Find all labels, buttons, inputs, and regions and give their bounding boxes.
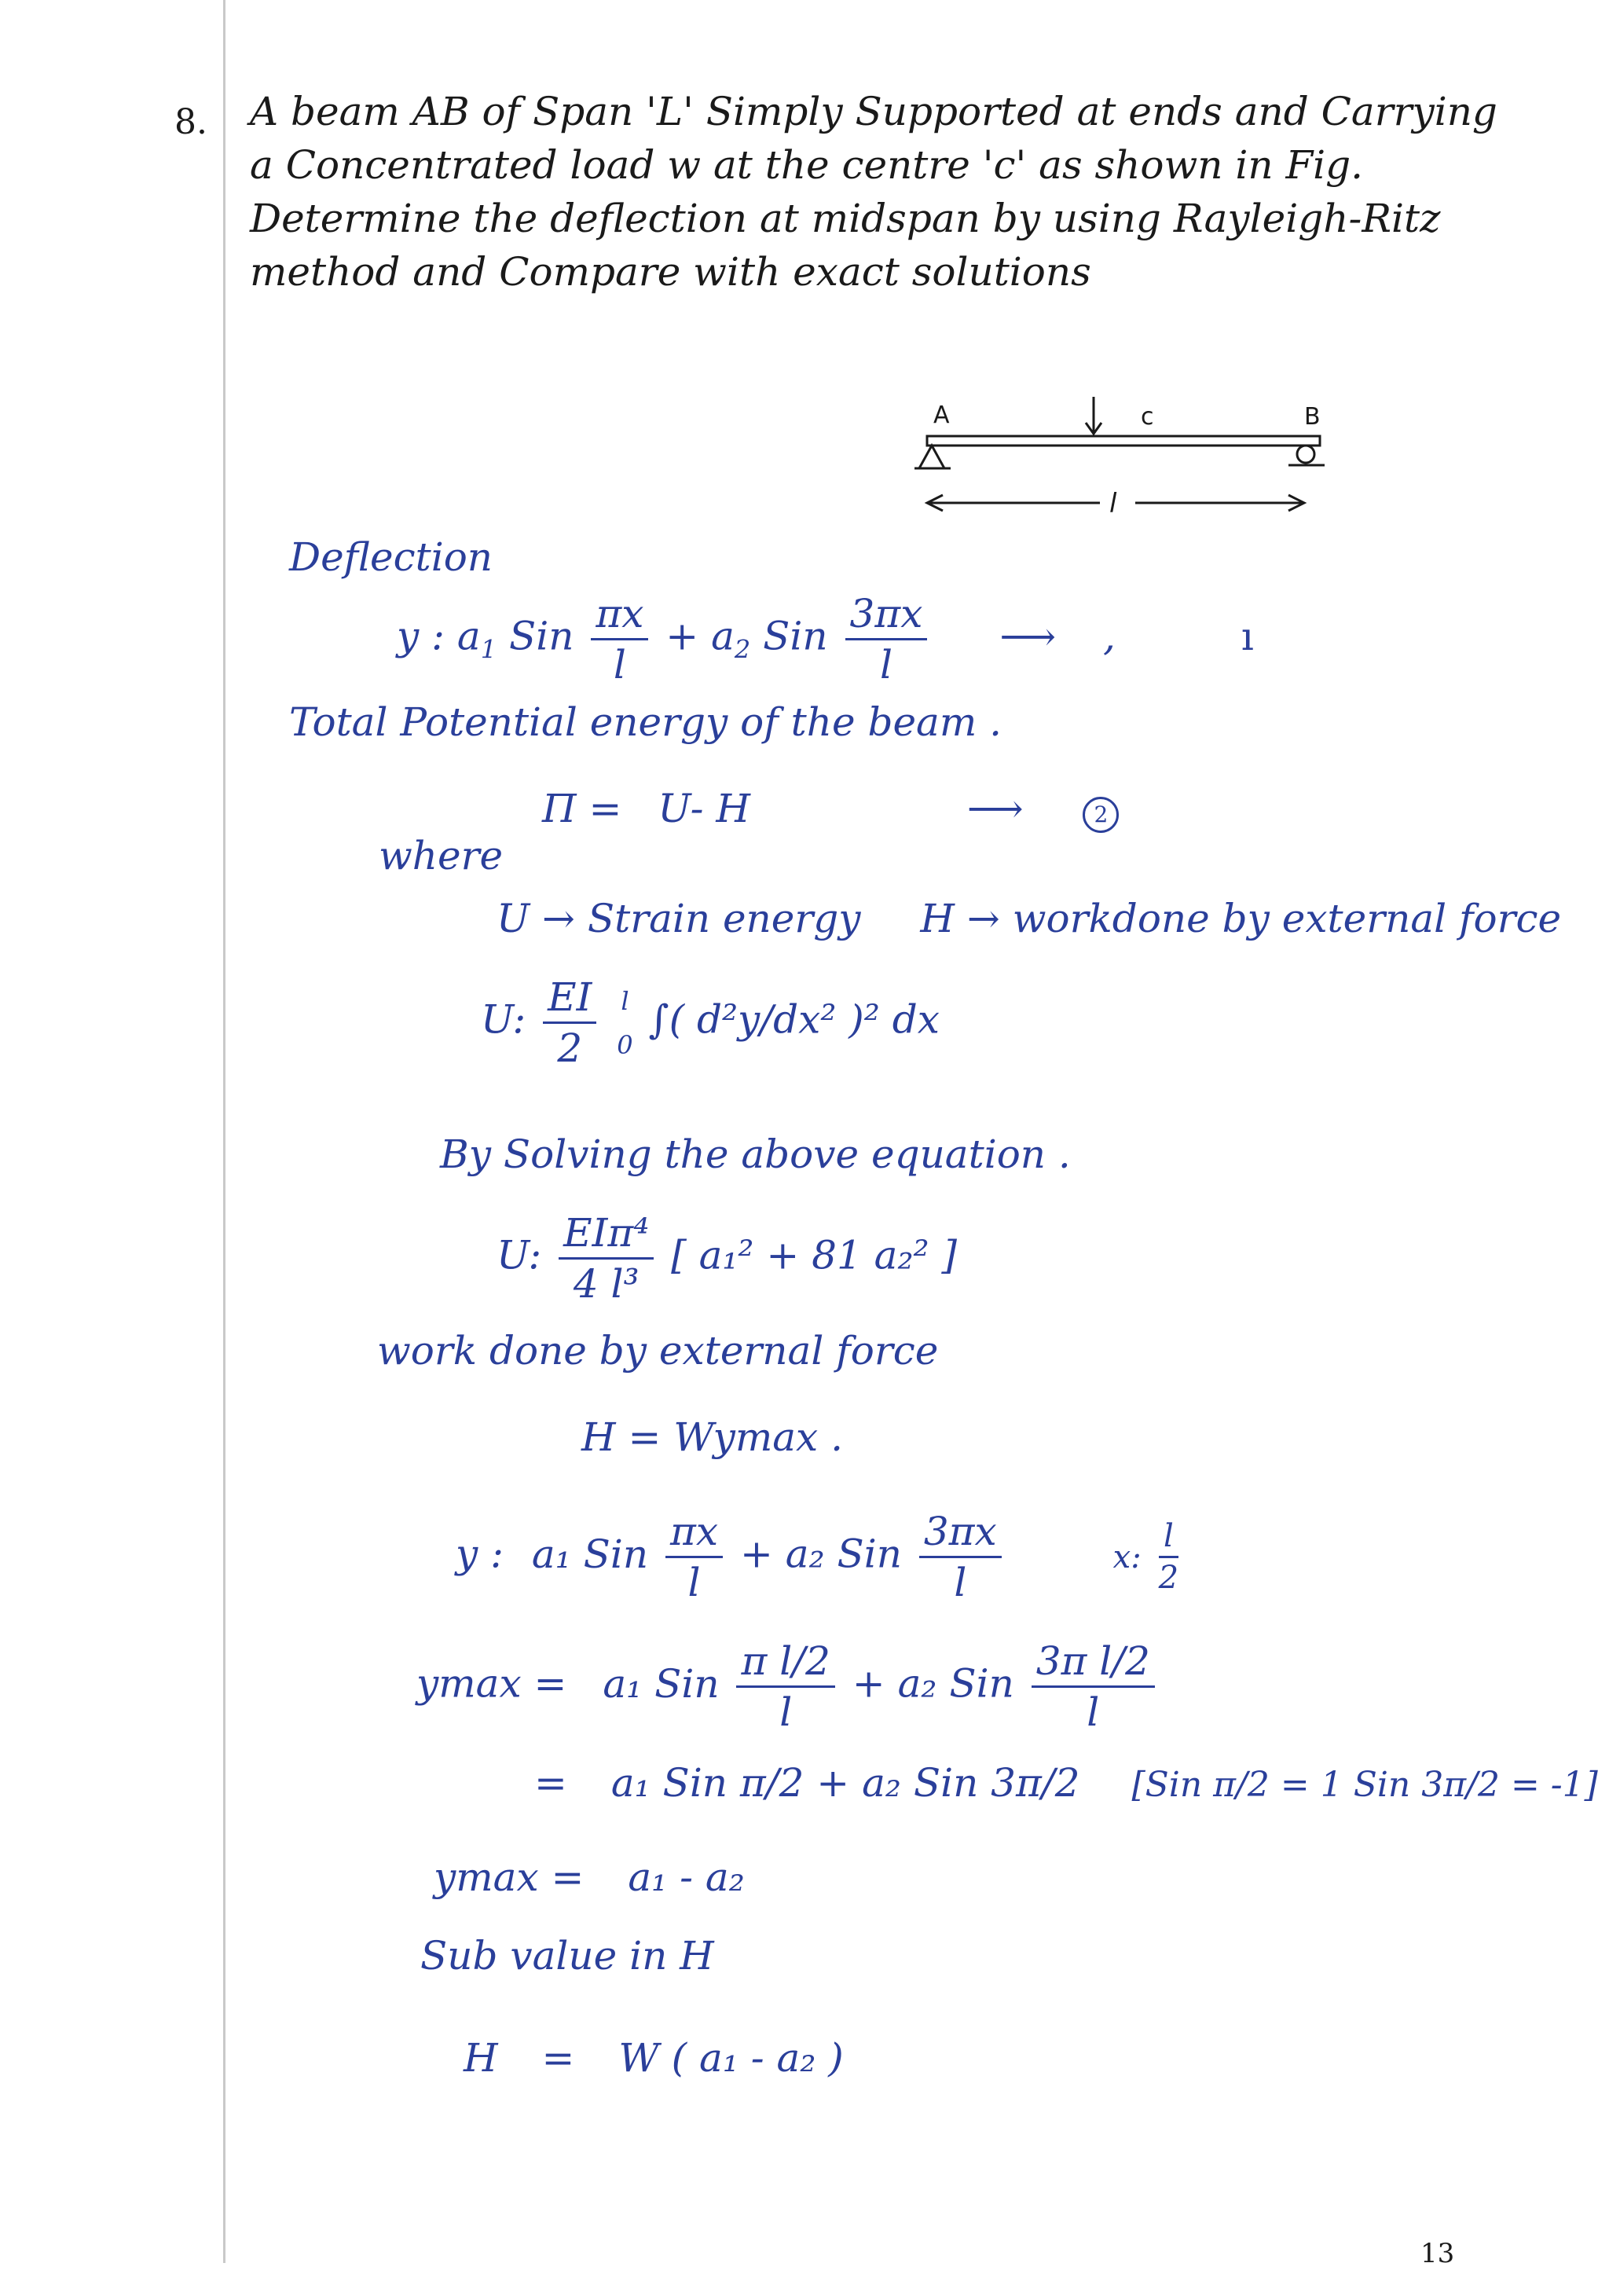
roller-support-b (1297, 446, 1314, 463)
question-line-2: a Concentrated load w at the centre 'c' as shown in Fig. (250, 142, 1364, 188)
beam-figure (896, 393, 1336, 534)
question-line-4: method and Compare with exact solutions (250, 249, 1091, 295)
eq-strain-energy-integral: U: $\frac{EI}{2}$ l 0 ∫( d²y/dx² )² dx (481, 974, 940, 1071)
eq-ymax-result: ymax = a₁ - a₂ (434, 1854, 745, 1900)
eq-ymax-simplified: = a₁ Sin π/2 + a₂ Sin 3π/2 [Sin π/2 = 1 Sin 3π/2 = -1] (534, 1760, 1598, 1806)
margin-rule (223, 0, 225, 2263)
page-number: 13 (1420, 2238, 1455, 2269)
question-line-1: A beam AB of Span 'L' Simply Supported at ends and Carrying (250, 89, 1497, 134)
eq-ymax-substitution: ymax = a₁ Sin $\frac{\text{π l/2}}{l}$ + a₂ Sin $\frac{\text{3π l/2}}{l}$ (416, 1638, 1160, 1735)
sub-value-text: Sub value in H (420, 1933, 714, 1979)
eq-deflection: y : $a_1$ Sin $\frac{\pi x}{l}$ + $a_2$ Sin $\frac{3\pi x}{l}$ ⟶ , ı (397, 591, 1254, 688)
work-done-text: work done by external force (377, 1328, 939, 1374)
eq-work-done: H = Wymax . (581, 1414, 844, 1460)
question-number: 8. (174, 102, 207, 142)
span-label: l (1109, 488, 1117, 519)
eq-work-done-result: H = W ( a₁ - a₂ ) (464, 2035, 844, 2081)
by-solving-text: By Solving the above equation . (440, 1131, 1071, 1177)
question-text (250, 85, 1497, 299)
eq-total-pe: Π = U- H ⟶ 2 (542, 786, 1119, 833)
deflection-heading: Deflection (289, 534, 493, 580)
label-b: B (1304, 403, 1321, 431)
label-a: A (933, 402, 950, 429)
where-text: where (379, 833, 504, 878)
sine-values-note: [Sin π/2 = 1 Sin 3π/2 = -1] (1131, 1765, 1598, 1805)
eq-strain-energy-result: U: $\frac{\text{EIπ⁴}}{\text{4 l³}}$ [ a₁² + 81 a₂² ] (497, 1210, 957, 1307)
question-line-3: Determine the deflection at midspan by using Rayleigh-Ritz (250, 196, 1441, 241)
equation-tag: 2 (1083, 797, 1119, 833)
beam (927, 436, 1320, 446)
pin-support-a (919, 446, 944, 468)
label-c: c (1141, 403, 1154, 431)
total-pe-text: Total Potential energy of the beam . (289, 699, 1002, 745)
eq-deflection-midspan: y : a₁ Sin $\frac{\pi x}{l}$ + a₂ Sin $\frac{3\pi x}{l}$ x: $\frac{l}{2}$ (456, 1509, 1179, 1605)
energy-legend: U → Strain energy H → workdone by external force (497, 896, 1562, 941)
